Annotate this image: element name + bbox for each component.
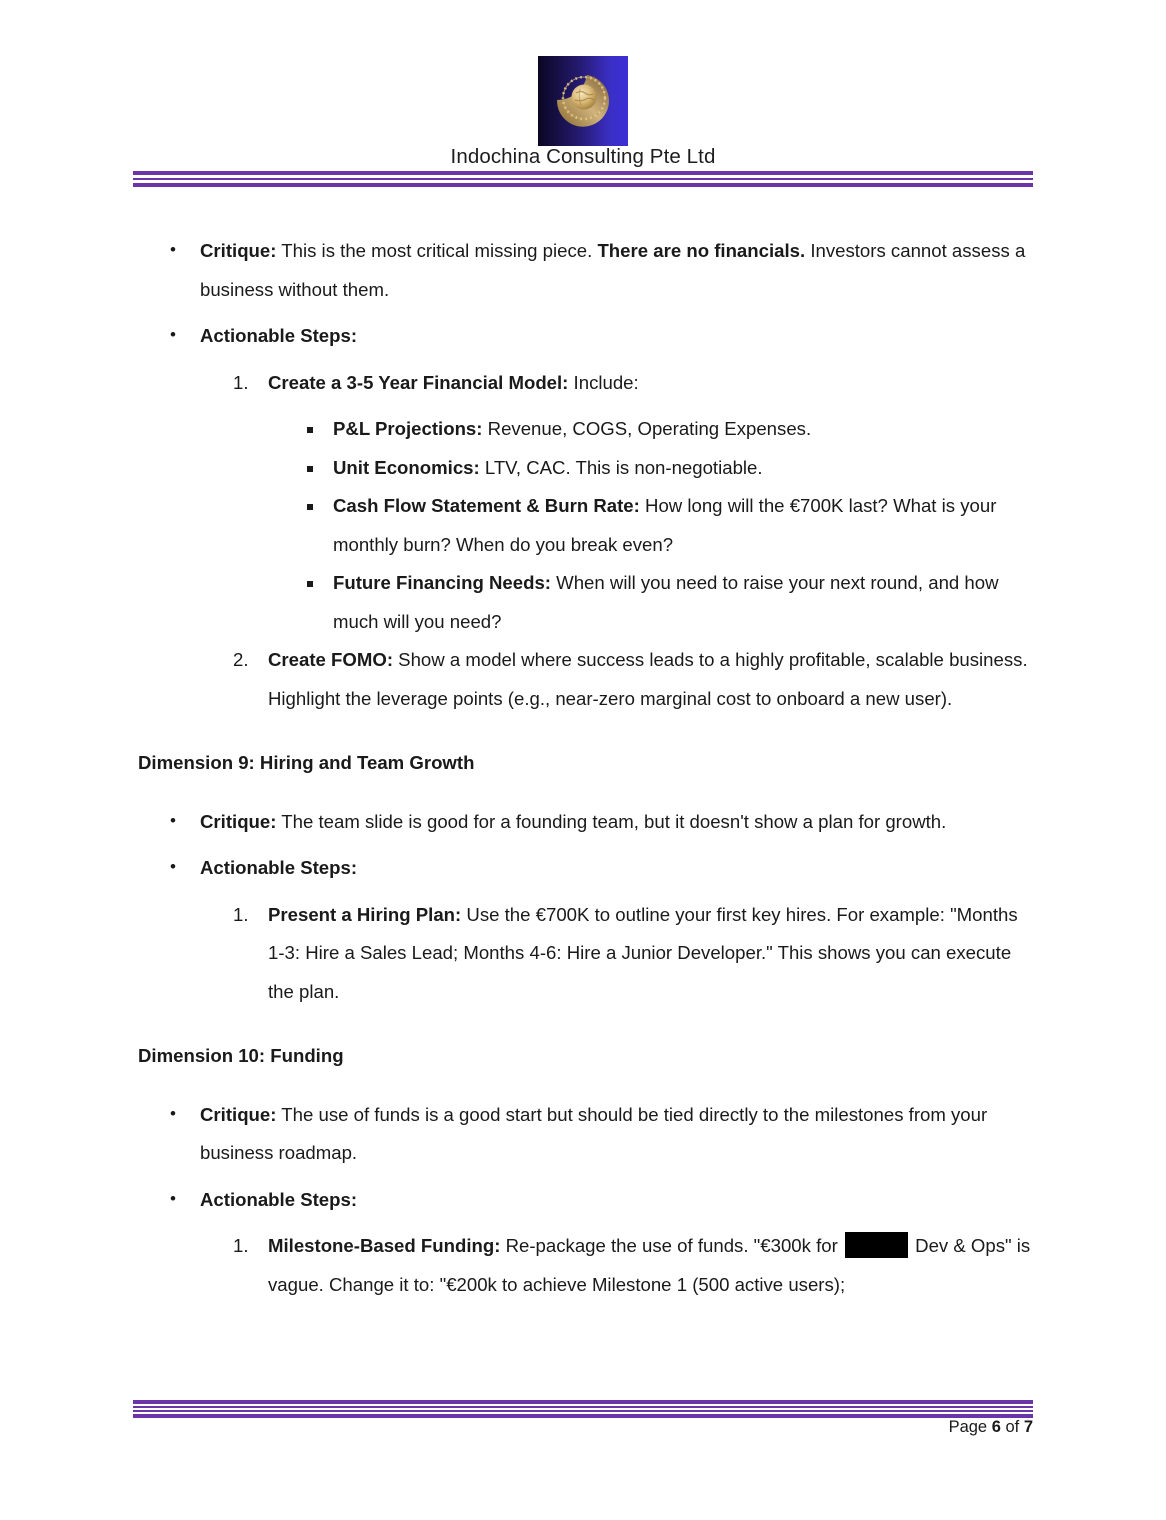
pl-projections-label: P&L Projections: — [333, 418, 483, 439]
actionable-steps-label-1: Actionable Steps: — [200, 325, 358, 346]
create-fomo-text: Show a model where success leads to a highly profitable, scalable business. Highlight the leverage points (e.g., near-zero marginal cost to onboard a new user). — [268, 649, 1028, 709]
unit-economics-text: LTV, CAC. This is non-negotiable. — [479, 456, 763, 478]
critique-label: Critique: — [200, 240, 277, 261]
future-financing-text: When will you need to raise your next round, and how much will you need? — [333, 572, 999, 632]
numbered-item-milestone-funding — [233, 1227, 1031, 1304]
sub-bullet-cash-flow — [333, 487, 1036, 564]
section-heading-dimension-9: Dimension 9: Hiring and Team Growth — [138, 752, 475, 773]
bullet-actionable-steps-3 — [200, 1181, 1031, 1220]
section-heading-dimension-10: Dimension 10: Funding — [138, 1045, 344, 1066]
critique-team-text: The team slide is good for a founding team, but it doesn't show a plan for growth. — [276, 810, 947, 832]
current-page-number: 6 — [991, 1418, 1001, 1436]
list-number: 2. — [233, 649, 249, 670]
critique-emphasis: There are no financials. — [597, 240, 806, 261]
total-page-number: 7 — [1023, 1418, 1033, 1436]
document-body — [0, 232, 1166, 1304]
list-number: 1. — [233, 903, 249, 925]
bullet-actionable-steps-2 — [200, 849, 1031, 888]
financial-model-label: Create a 3-5 Year Financial Model: — [268, 371, 569, 393]
actionable-steps-label-2: Actionable Steps: — [200, 857, 358, 878]
sub-bullet-future-financing — [333, 564, 1036, 641]
page-header — [0, 0, 1166, 190]
bullet-actionable-steps-1 — [200, 317, 1031, 356]
of-label: of — [1000, 1418, 1024, 1436]
hiring-plan-text: Use the €700K to outline your first key hires. For example: "Months 1-3: Hire a Sales Lead; Months 4-6: Hire a Junior Developer." This shows you can execute the plan. — [268, 903, 1018, 1002]
sub-bullet-pl-projections — [333, 410, 1036, 449]
cash-flow-text: How long will the €700K last? What is your monthly burn? When do you break even? — [333, 495, 997, 555]
numbered-item-create-fomo — [233, 641, 1031, 718]
milestone-funding-text-part2: Dev & Ops" is vague. Change it to: "€200k to achieve Milestone 1 (500 active users); — [268, 1235, 1031, 1295]
numbered-item-financial-model — [233, 364, 1031, 403]
milestone-funding-text-part1: Re-package the use of funds. "€300k for — [500, 1235, 843, 1256]
page-footer — [133, 1418, 1033, 1437]
pl-projections-text: Revenue, COGS, Operating Expenses. — [482, 418, 812, 439]
list-number: 1. — [233, 1235, 249, 1256]
globe-crescent-logo-icon — [538, 56, 628, 146]
page-label: Page — [948, 1418, 992, 1436]
numbered-item-hiring-plan — [233, 896, 1031, 1012]
list-number: 1. — [233, 371, 249, 393]
actionable-steps-label-3: Actionable Steps: — [200, 1188, 358, 1210]
bullet-critique-funding — [200, 1096, 1031, 1173]
future-financing-label: Future Financing Needs: — [333, 572, 551, 593]
header-rule-3 — [133, 183, 1033, 187]
hiring-plan-label: Present a Hiring Plan: — [268, 903, 462, 925]
company-logo — [538, 56, 628, 146]
redaction-block — [845, 1232, 908, 1258]
milestone-funding-label: Milestone-Based Funding: — [268, 1235, 501, 1256]
critique-text-part2: Investors cannot assess a business without them. — [200, 240, 1026, 300]
bullet-critique-team — [200, 803, 1031, 842]
financial-model-text: Include: — [568, 371, 639, 393]
critique-label: Critique: — [200, 1103, 277, 1125]
bullet-critique-financials — [200, 232, 1031, 309]
create-fomo-label: Create FOMO: — [268, 649, 394, 670]
critique-label: Critique: — [200, 810, 277, 832]
critique-funding-text: The use of funds is a good start but should be tied directly to the milestones from your business roadmap. — [200, 1103, 988, 1163]
header-divider-rules — [133, 171, 1033, 187]
unit-economics-label: Unit Economics: — [333, 456, 480, 478]
critique-text-part1: This is the most critical missing piece. — [276, 240, 598, 261]
sub-bullet-unit-economics — [333, 449, 1036, 488]
company-name-title: Indochina Consulting Pte Ltd — [450, 145, 716, 168]
footer-divider-rules — [133, 1400, 1033, 1418]
cash-flow-label: Cash Flow Statement & Burn Rate: — [333, 495, 640, 516]
